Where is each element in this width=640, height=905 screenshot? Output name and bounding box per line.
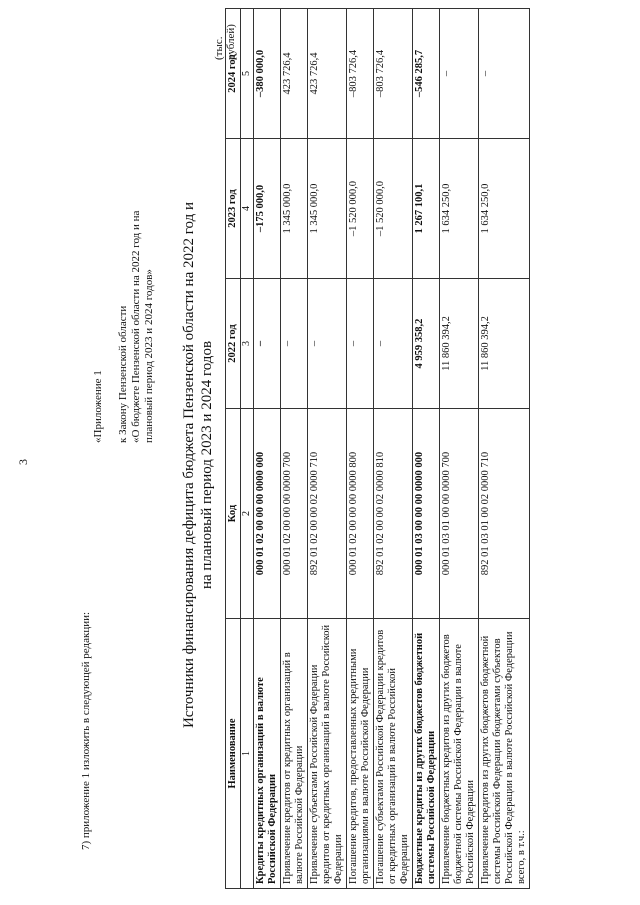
appendix-label: «Приложение 1 — [92, 370, 104, 443]
cell-name: Привлечение субъектами Российской Федерации кредитов от кредитных организаций в валюте Российской Федерации — [308, 619, 347, 889]
table-row — [374, 9, 413, 889]
header-name: Наименование — [226, 619, 241, 889]
cell-code: 000 01 02 00 00 00 0000 000 — [254, 409, 281, 619]
cell-2024: –380 000,0 — [254, 9, 281, 139]
appendix-line: плановый период 2023 и 2024 годов» — [143, 269, 155, 443]
cell-code: 892 01 02 00 00 02 0000 810 — [374, 409, 413, 619]
cell-name: Погашение субъектами Российской Федерации кредитов от кредитных организаций в валюте Российской Федерации — [374, 619, 413, 889]
appendix-header — [92, 211, 156, 443]
cell-name: Погашение кредитов, предоставленных кредитными организациями в валюте Российской Федерации — [347, 619, 374, 889]
title-line: Источники финансирования дефицита бюджета Пензенской области на 2022 год и — [181, 201, 197, 729]
cell-2024: –546 285,7 — [413, 9, 440, 139]
header-2024: 2024 год — [226, 9, 241, 139]
col-number: 4 — [241, 139, 254, 279]
intro-text: 7) приложение 1 изложить в следующей редакции: — [80, 611, 92, 850]
cell-name: Привлечение кредитов от кредитных организаций в валюте Российской Федерации — [281, 619, 308, 889]
units-note: (тыс. рублей) — [213, 24, 237, 60]
table-body — [254, 9, 530, 889]
cell-2022: – — [308, 279, 347, 409]
cell-2022: – — [254, 279, 281, 409]
cell-code: 000 01 02 00 00 00 0000 800 — [347, 409, 374, 619]
cell-2023: –1 520 000,0 — [374, 139, 413, 279]
cell-2023: –1 520 000,0 — [347, 139, 374, 279]
financing-table — [225, 8, 530, 889]
cell-2023: 1 634 250,0 — [479, 139, 530, 279]
cell-2024: –803 726,4 — [347, 9, 374, 139]
appendix-line: «О бюджете Пензенской области на 2022 год и на — [130, 210, 142, 443]
col-number: 3 — [241, 279, 254, 409]
document-title — [180, 145, 216, 785]
col-number: 2 — [241, 409, 254, 619]
cell-code: 000 01 03 01 00 00 0000 700 — [440, 409, 479, 619]
table-row — [440, 9, 479, 889]
cell-code: 000 01 03 00 00 00 0000 000 — [413, 409, 440, 619]
header-code: Код — [226, 409, 241, 619]
cell-name: Привлечение бюджетных кредитов из других бюджетов бюджетной системы Российской Федерации в валюте Российской Федерации — [440, 619, 479, 889]
cell-2022: – — [347, 279, 374, 409]
cell-2022: 4 959 358,2 — [413, 279, 440, 409]
col-number: 5 — [241, 9, 254, 139]
cell-code: 892 01 02 00 00 02 0000 710 — [308, 409, 347, 619]
cell-name: Бюджетные кредиты из других бюджетов бюджетной системы Российской Федерации — [413, 619, 440, 889]
cell-2023: 1 345 000,0 — [308, 139, 347, 279]
cell-2023: 1 345 000,0 — [281, 139, 308, 279]
cell-2024: – — [479, 9, 530, 139]
cell-2022: – — [374, 279, 413, 409]
cell-2022: 11 860 394,2 — [440, 279, 479, 409]
cell-2024: – — [440, 9, 479, 139]
table-row — [308, 9, 347, 889]
cell-2023: 1 634 250,0 — [440, 139, 479, 279]
cell-code: 000 01 02 00 00 00 0000 700 — [281, 409, 308, 619]
table-row — [254, 9, 281, 889]
cell-2023: –175 000,0 — [254, 139, 281, 279]
header-2023: 2023 год — [226, 139, 241, 279]
cell-name: Привлечение кредитов из других бюджетов бюджетной системы Российской Федерации бюджетами субъектов Российской Федерации в валюте Российской Федерации всего, в т.ч.: — [479, 619, 530, 889]
cell-name: Кредиты кредитных организаций в валюте Российской Федерации — [254, 619, 281, 889]
table-row — [281, 9, 308, 889]
table-row — [347, 9, 374, 889]
cell-2024: –803 726,4 — [374, 9, 413, 139]
appendix-line: к Закону Пензенской области — [117, 305, 129, 443]
cell-code: 892 01 03 01 00 02 0000 710 — [479, 409, 530, 619]
cell-2023: 1 267 100,1 — [413, 139, 440, 279]
col-number: 1 — [241, 619, 254, 889]
cell-2022: 11 860 394,2 — [479, 279, 530, 409]
header-2022: 2022 год — [226, 279, 241, 409]
table-row — [479, 9, 530, 889]
title-line: на плановый период 2023 и 2024 годов — [199, 340, 215, 590]
page-number: 3 — [16, 459, 30, 465]
cell-2024: 423 726,4 — [308, 9, 347, 139]
cell-2024: 423 726,4 — [281, 9, 308, 139]
cell-2022: – — [281, 279, 308, 409]
table-row — [413, 9, 440, 889]
